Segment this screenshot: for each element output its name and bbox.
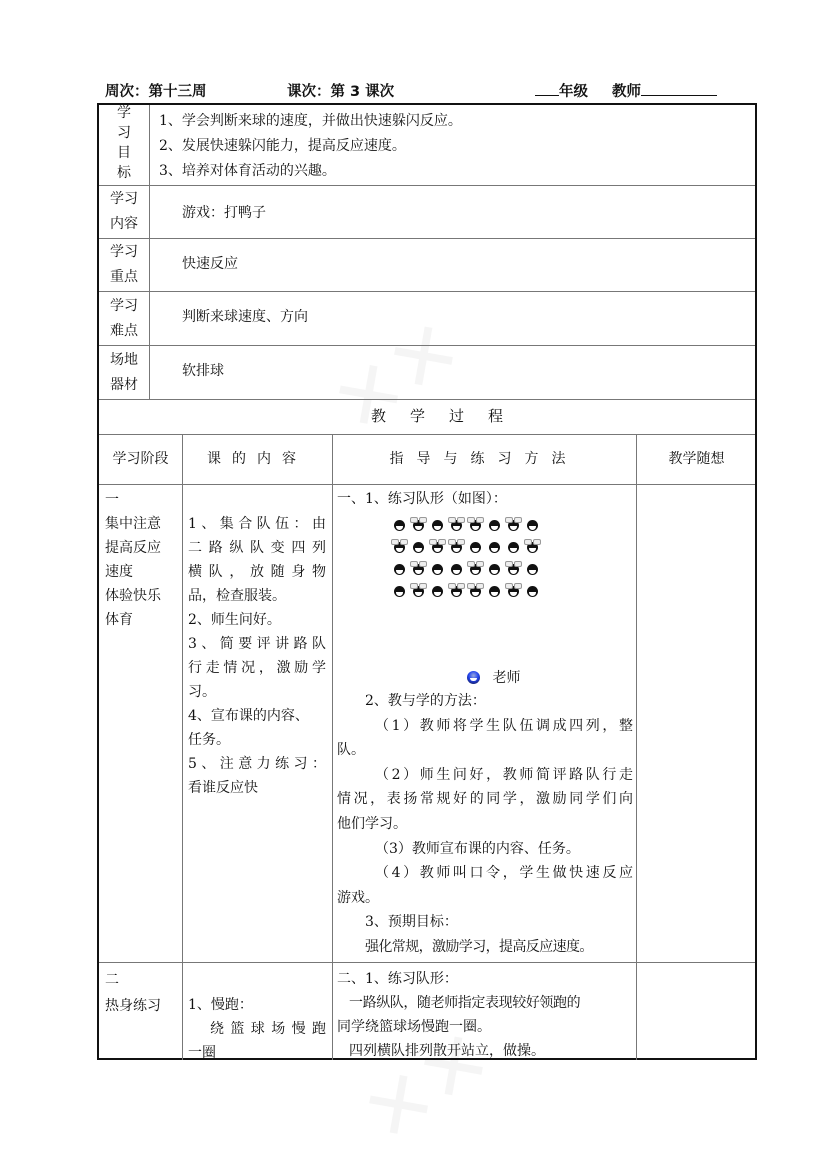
label-line: 学习	[110, 244, 138, 260]
label-line: 器材	[110, 377, 138, 393]
content-line: 看谁反应快	[188, 780, 258, 796]
method-line: 情况，表扬常规好的同学，激励同学们向	[337, 791, 633, 808]
content-line: 横队，放随身物	[188, 564, 326, 580]
girl-student-icon	[411, 517, 426, 532]
label-line: 内容	[110, 216, 138, 232]
method-line: 2、教与学的方法：	[365, 693, 486, 709]
label-char: 习	[117, 125, 131, 141]
objective-item: 2、发展快速躲闪能力，提高反应速度。	[159, 138, 406, 154]
label-line: 难点	[110, 323, 138, 339]
objectives-content	[159, 109, 462, 184]
stage-1-notes[interactable]	[639, 488, 754, 958]
content-label	[99, 187, 149, 237]
objective-item: 3、培养对体育活动的兴趣。	[159, 163, 336, 179]
grade-label: 年级	[559, 84, 588, 100]
difficulty-value: 判断来球速度、方向	[182, 309, 308, 325]
stage-line: 体验快乐	[105, 588, 161, 604]
stage-line: 体育	[105, 612, 133, 628]
lesson-label: 课次：第 3 课次	[287, 84, 395, 100]
formation-row	[392, 513, 540, 535]
girl-student-icon	[506, 583, 521, 598]
girl-student-icon	[430, 539, 445, 554]
stage-line: 二	[105, 972, 119, 988]
boy-student-icon	[411, 539, 426, 554]
boy-student-icon	[392, 583, 407, 598]
objectives-label	[99, 103, 149, 183]
formation-row	[392, 579, 540, 601]
stage-2-content	[188, 993, 326, 1065]
formation-diagram	[392, 513, 540, 601]
content-line: 习。	[188, 684, 216, 700]
content-value: 游戏：打鸭子	[182, 205, 266, 221]
teacher-icon	[467, 671, 480, 684]
method-line: 队。	[337, 742, 365, 759]
content-line: 绕篮球场慢跑	[210, 1021, 326, 1037]
method-line: （1）教师将学生队伍调成四列，整	[375, 717, 633, 734]
stage-line: 一	[105, 492, 119, 508]
method-line: （3）教师宣布课的内容、任务。	[375, 840, 580, 857]
method-line: 他们学习。	[337, 815, 407, 832]
col-header-content: 课的内容	[207, 451, 307, 467]
label-char: 标	[117, 165, 131, 181]
label-char: 学	[117, 105, 131, 121]
equipment-label	[99, 348, 149, 398]
label-line: 学习	[110, 191, 138, 207]
content-line: 1、集合队伍：由	[188, 516, 326, 532]
method-line: 二、1、练习队形：	[337, 971, 458, 987]
stage-1-content	[188, 512, 326, 800]
stage-2-notes[interactable]	[639, 967, 754, 1057]
focus-value: 快速反应	[182, 256, 238, 272]
content-line: 4、宣布课的内容、	[188, 708, 309, 724]
formation-row	[392, 557, 540, 579]
teacher-field[interactable]	[612, 80, 717, 101]
content-line: 1、慢跑：	[188, 997, 253, 1013]
teacher-label: 老师	[492, 670, 521, 686]
boy-student-icon	[430, 583, 445, 598]
stage-2-method	[337, 967, 633, 1063]
week-label: 周次：第十三周	[105, 84, 207, 100]
content-line: 品，检查服装。	[188, 588, 286, 604]
content-line: 二路纵队变四列	[188, 540, 326, 556]
stage-line: 提高反应	[105, 540, 161, 556]
content-line: 3、简要评讲路队	[188, 636, 326, 652]
lesson-plan-table	[97, 103, 757, 1060]
stage-line: 热身练习	[105, 998, 161, 1014]
teacher-label: 教师	[612, 84, 641, 100]
boy-student-icon	[392, 561, 407, 576]
method-line: （4）教师叫口令，学生做快速反应	[375, 865, 633, 882]
stage-1-label	[105, 488, 161, 632]
stage-1-method	[337, 689, 633, 960]
boy-student-icon	[430, 517, 445, 532]
boy-student-icon	[525, 517, 540, 532]
stage-2-label	[105, 967, 161, 1019]
col-header-notes: 教学随想	[668, 451, 725, 467]
boy-student-icon	[430, 561, 445, 576]
col-header-method: 指导与练习方法	[389, 451, 579, 467]
focus-label	[99, 240, 149, 290]
girl-student-icon	[468, 561, 483, 576]
method-line: 3、预期目标：	[365, 914, 458, 931]
boy-student-icon	[468, 539, 483, 554]
label-line: 学习	[110, 298, 138, 314]
stage-line: 集中注意	[105, 516, 161, 532]
girl-student-icon	[468, 517, 483, 532]
girl-student-icon	[392, 539, 407, 554]
method-line: 同学绕篮球场慢跑一圈。	[337, 1019, 491, 1035]
formation-row	[392, 535, 540, 557]
formation-title: 一、1、练习队形（如图）：	[337, 491, 507, 507]
method-line: （2）师生问好，教师简评路队行走	[375, 766, 633, 783]
method-line: 游戏。	[337, 889, 379, 906]
method-line: 四列横队排列散开站立，做操。	[349, 1043, 545, 1059]
content-line: 一圈	[188, 1045, 216, 1061]
label-line: 场地	[110, 352, 138, 368]
girl-student-icon	[449, 517, 464, 532]
objective-item: 1、学会判断来球的速度，并做出快速躲闪反应。	[159, 113, 462, 129]
content-line: 行走情况，激励学	[188, 660, 326, 676]
boy-student-icon	[487, 539, 502, 554]
method-line: 强化常规，激励学习，提高反应速度。	[365, 938, 593, 955]
boy-student-icon	[487, 517, 502, 532]
difficulty-label	[99, 294, 149, 344]
method-line: 一路纵队，随老师指定表现较好领跑的	[349, 995, 581, 1011]
content-line: 2、师生问好。	[188, 612, 281, 628]
girl-student-icon	[449, 539, 464, 554]
girl-student-icon	[525, 539, 540, 554]
document-header	[100, 80, 760, 102]
teacher-marker	[467, 667, 520, 689]
boy-student-icon	[449, 561, 464, 576]
stage-line: 速度	[105, 564, 133, 580]
process-title: 教学过程	[370, 407, 527, 425]
girl-student-icon	[449, 583, 464, 598]
col-header-stage: 学习阶段	[112, 451, 169, 467]
boy-student-icon	[487, 561, 502, 576]
girl-student-icon	[506, 517, 521, 532]
girl-student-icon	[411, 583, 426, 598]
label-char: 目	[117, 145, 131, 161]
content-line: 5、注意力练习：	[188, 756, 326, 772]
content-line: 任务。	[188, 732, 230, 748]
boy-student-icon	[506, 539, 521, 554]
grade-field[interactable]	[535, 80, 588, 101]
equipment-value: 软排球	[182, 363, 224, 379]
boy-student-icon	[525, 583, 540, 598]
girl-student-icon	[468, 583, 483, 598]
boy-student-icon	[392, 517, 407, 532]
boy-student-icon	[525, 561, 540, 576]
boy-student-icon	[487, 583, 502, 598]
girl-student-icon	[506, 561, 521, 576]
girl-student-icon	[411, 561, 426, 576]
label-line: 重点	[110, 269, 138, 285]
